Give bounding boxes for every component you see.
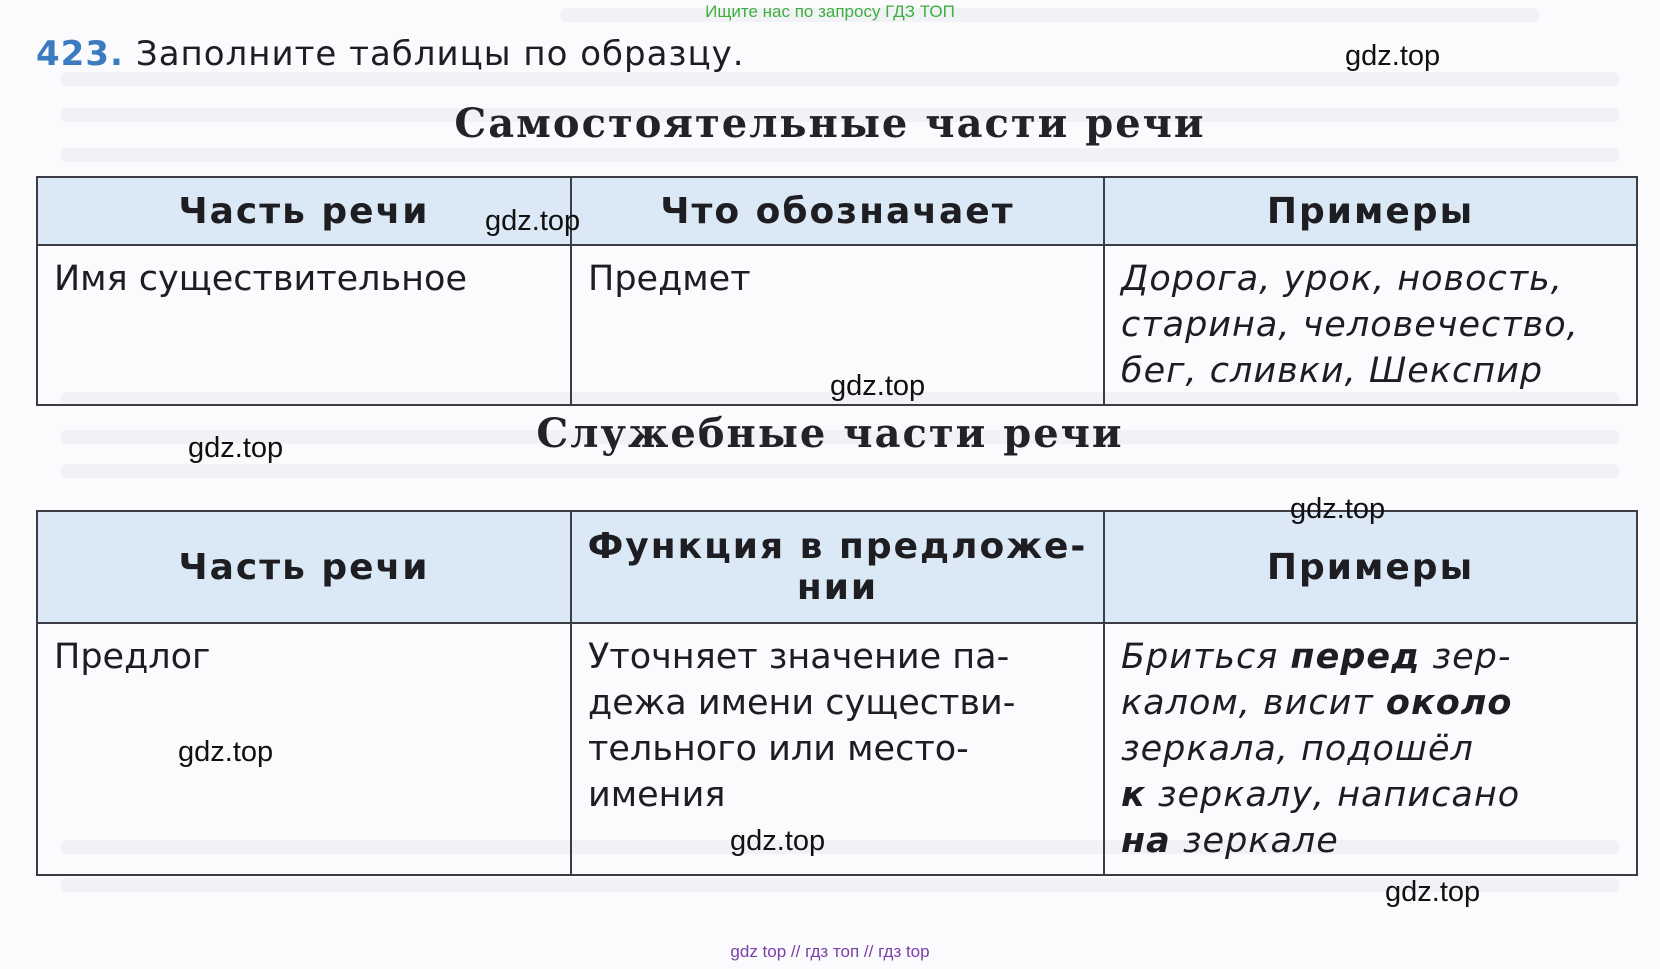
preposition-highlight: к xyxy=(1121,775,1146,815)
table2-examples-line xyxy=(1121,726,1620,772)
table2-examples-line xyxy=(1121,818,1620,864)
table2-header-row xyxy=(37,511,1637,623)
watermark: gdz.top xyxy=(730,825,826,857)
table1-header-part: Часть речи xyxy=(37,177,571,245)
task-statement xyxy=(36,34,745,74)
watermark: gdz.top xyxy=(1385,876,1481,908)
watermark: gdz.top xyxy=(178,736,274,768)
table2-title: Служебные части речи xyxy=(536,410,1124,457)
table2-function-cell xyxy=(571,623,1104,875)
watermark: gdz.top xyxy=(830,370,926,402)
table2-header-function-line: Функция в предложе- xyxy=(587,526,1088,567)
table2-row xyxy=(37,623,1637,875)
preposition-highlight: перед xyxy=(1290,637,1421,677)
example-text: зеркалу, написано xyxy=(1145,775,1521,815)
watermark: gdz.top xyxy=(1290,493,1386,525)
table2-function-line: Уточняет значение па- xyxy=(588,637,1010,677)
table2-header-function xyxy=(571,511,1104,623)
table1-meaning-cell: Предмет xyxy=(571,245,1104,405)
table1-examples-line: бег, сливки, Шекспир xyxy=(1121,351,1544,391)
table1-examples-line: старина, человечество, xyxy=(1121,305,1579,345)
footer-links[interactable]: gdz top // гдз топ // гдз top xyxy=(730,942,930,961)
example-text: зеркала, подошёл xyxy=(1121,729,1474,769)
table2-function-line: тельного или место- xyxy=(588,729,969,769)
table2-examples-line xyxy=(1121,772,1620,818)
table2-function-line: дежа имени существи- xyxy=(588,683,1016,723)
task-number: 423. xyxy=(36,34,124,74)
watermark: gdz.top xyxy=(485,205,581,237)
table2-function-line: имения xyxy=(588,775,726,815)
table1-examples-line: Дорога, урок, новость, xyxy=(1121,259,1563,299)
table1-examples-cell xyxy=(1104,245,1637,405)
example-text: зеркале xyxy=(1170,821,1339,861)
preposition-highlight: около xyxy=(1385,683,1513,723)
table2-part-cell: Предлог xyxy=(37,623,571,875)
table1-header-meaning: Что обозначает xyxy=(571,177,1104,245)
table1-header-examples: Примеры xyxy=(1104,177,1637,245)
table1-title: Самостоятельные части речи xyxy=(454,100,1206,147)
table2-examples-cell xyxy=(1104,623,1637,875)
table2-header-examples: Примеры xyxy=(1104,511,1637,623)
table1-part-cell: Имя существительное xyxy=(37,245,571,405)
watermark: gdz.top xyxy=(1345,40,1441,72)
task-text: Заполните таблицы по образцу. xyxy=(135,34,745,74)
watermark: gdz.top xyxy=(188,432,284,464)
search-banner[interactable]: Ищите нас по запросу ГДЗ ТОП xyxy=(705,2,955,21)
example-text: калом, висит xyxy=(1121,683,1386,723)
auxiliary-parts-table xyxy=(36,510,1638,876)
table2-examples-line xyxy=(1121,680,1620,726)
table1-header-row xyxy=(37,177,1637,245)
table2-examples-line xyxy=(1121,634,1620,680)
preposition-highlight: на xyxy=(1121,821,1171,861)
example-text: зер- xyxy=(1420,637,1512,677)
example-text: Бриться xyxy=(1121,637,1291,677)
table2-header-part: Часть речи xyxy=(37,511,571,623)
table2-header-function-line: нии xyxy=(796,567,879,608)
